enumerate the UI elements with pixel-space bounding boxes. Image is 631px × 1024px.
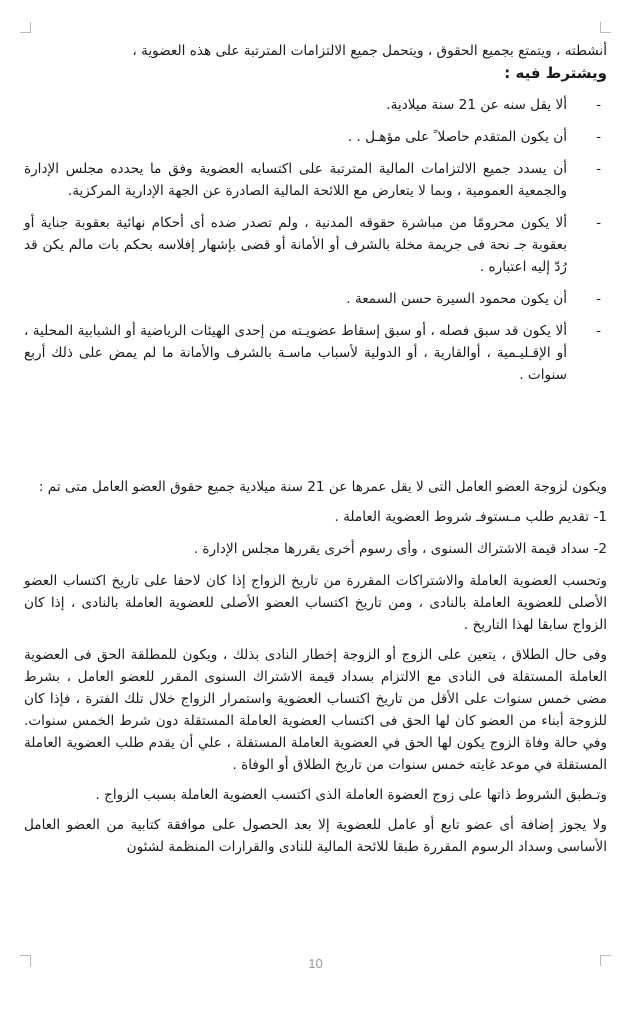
paragraph: وفى حال الطلاق ، يتعين على الزوج أو الزوجة إخطار النادى بذلك ، ويكون للمطلقة الحق فى العضوية العاملة المستقلة فى النادى مع الالتزام بسداد قيمة الاشتراك السنوى المقرر للعضو العامل ، بشرط مضى خمس سنوات على الأقل من تاريخ اكتساب العضوية واستمرار الزواج خلال تلك الفترة ، فإذا كان للزوجة أبناء من العضو كان لها الحق فى اكتساب العضوية العاملة المستقلة دون شرط الخمس سنوات. وفي حالة وفاة الزوج يكون لها الحق في العضوية العاملة المستقلة ، علي أن يقدم طلب العضوية العاملة المستقلة في موعد غايته خمس سنوات من تاريخ الطلاق أو الوفاة . <box>24 647 607 773</box>
bullet-marker: - <box>596 291 601 307</box>
page-number: 10 <box>308 956 323 971</box>
paragraph: وتحسب العضوية العاملة والاشتراكات المقررة من تاريخ الزواج إذا كان لاحقا على تاريخ اكتساب العضو الأصلى للعضوية العاملة بالنادى ، ومن تاريخ اكتساب العضو الأصلى للعضوية العاملة بالنادى ، إذا كان الزواج سابقا لهذا التاريخ . <box>24 573 607 633</box>
bullet-marker: - <box>596 129 601 145</box>
conditions-heading: ويشترط فيه : <box>504 64 607 82</box>
condition-text: أن يسدد جميع الالتزامات المالية المترتبة على اكتسابه العضوية وفق ما يحدده مجلس الإدارة والجمعية العمومية ، وبما لا يتعارض مع اللائحة المالية الصادرة عن الجهة الإدارية المركزية. <box>24 161 567 199</box>
list-item <box>24 126 607 148</box>
document-body <box>24 40 607 866</box>
crop-mark-top-right <box>600 22 611 33</box>
bullet-marker: - <box>596 161 601 177</box>
condition-text: ألا يكون محرومًا من مباشرة حقوقه المدنية ، ولم تصدر ضده أى أحكام نهائية بعقوبة جناية أو بعقوبة جـ نحة فى جريمة مخلة بالشرف أو الأمانة أو قضى بإشهار إفلاسه بحكم بات مالم يكن قد رُدّ إليه اعتباره . <box>24 215 567 275</box>
numbered-item <box>24 538 607 560</box>
list-item <box>24 320 607 386</box>
conditions-list <box>24 94 607 386</box>
paragraph: ولا يجوز إضافة أى عضو تابع أو عامل للعضوية إلا بعد الحصول على موافقة كتابية من العضو العامل الأساسى وسداد الرسوم المقررة طبقا للائحة المالية للنادى والقرارات المنظمة لشئون <box>24 817 607 855</box>
bullet-marker: - <box>596 323 601 339</box>
list-item <box>24 212 607 278</box>
condition-text: ألا يكون قد سبق فصله ، أو سبق إسقاط عضويـته من إحدى الهيئات الرياضية أو الشبابية المحلية ، أو الإقـليـمية ، أوالقارية ، أو الدولية لأسباب ماسـة بالشرف والأمانة ما لم يمض على ذلك أربع سنوات . <box>24 323 567 383</box>
condition-text: أن يكون محمود السيرة حسن السمعة . <box>346 291 567 307</box>
list-item <box>24 288 607 310</box>
bullet-marker: - <box>596 215 601 231</box>
paragraph: وتـطبق الشروط ذاتها على زوج العضوة العاملة الذى اكتسب العضوية العاملة بسبب الزواج . <box>95 787 607 803</box>
item-number: 2- <box>593 541 607 557</box>
intro-line: أنشطته ، ويتمتع بجميع الحقوق ، ويتحمل جميع الالتزامات المترتبة على هذه العضوية ، <box>132 43 607 59</box>
condition-text: أن يكون المتقدم حاصلا ً على مؤهـل . . <box>347 129 567 145</box>
list-item <box>24 158 607 202</box>
crop-mark-top-left <box>20 22 31 33</box>
item-text: تقديم طلب مـستوفـ شروط العضوية العاملة . <box>334 509 590 525</box>
condition-text: ألا يقل سنه عن 21 سنة ميلادية. <box>386 97 567 113</box>
item-number: 1- <box>593 509 607 525</box>
bullet-marker: - <box>596 97 601 113</box>
item-text: سداد قيمة الاشتراك السنوى ، وأى رسوم أخرى يقررها مجلس الإدارة . <box>193 541 590 557</box>
spouse-paragraph: ويكون لزوجة العضو العامل التى لا يقل عمرها عن 21 سنة ميلادية جميع حقوق العضو العامل متى تم : <box>38 479 607 495</box>
numbered-item <box>24 506 607 528</box>
section-spacer <box>24 396 607 476</box>
list-item <box>24 94 607 116</box>
